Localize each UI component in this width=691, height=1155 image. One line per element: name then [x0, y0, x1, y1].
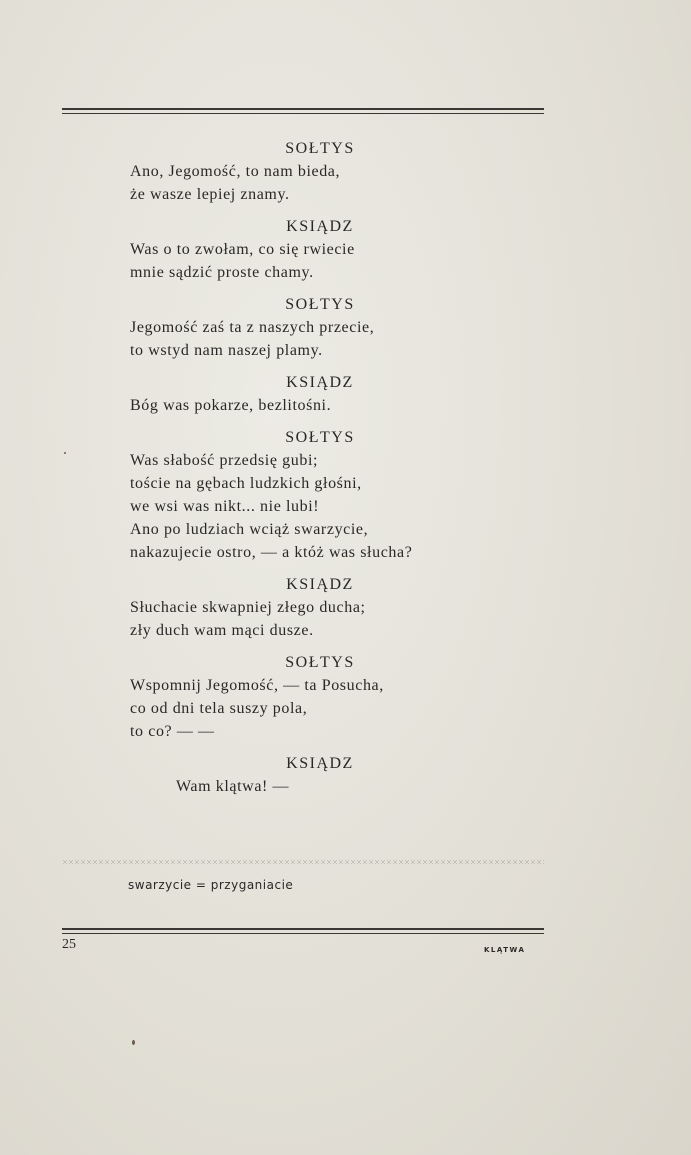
- verse-line: Ano, Jegomość, to nam bieda,: [130, 163, 341, 180]
- speaker-heading: SOŁTYS: [285, 296, 355, 313]
- verse-line: toście na gębach ludzkich głośni,: [130, 475, 362, 492]
- verse-line: to co? — —: [130, 723, 215, 740]
- speaker-heading: SOŁTYS: [285, 140, 355, 157]
- speaker-heading: KSIĄDZ: [286, 576, 354, 593]
- verse-line: zły duch wam mąci dusze.: [130, 622, 314, 639]
- verse-line: nakazujecie ostro, — a któż was słucha?: [130, 544, 413, 561]
- paper-speck: [64, 452, 66, 454]
- speaker-heading: SOŁTYS: [285, 429, 355, 446]
- verse-line: we wsi was nikt... nie lubi!: [130, 498, 320, 515]
- verse-line: Wspomnij Jegomość, — ta Posucha,: [130, 677, 384, 694]
- bottom-rule: [62, 928, 544, 934]
- wavy-divider: [62, 860, 544, 864]
- verse-line: Was słabość przedsię gubi;: [130, 452, 319, 469]
- verse-line: to wstyd nam naszej plamy.: [130, 342, 323, 359]
- footnote: swarzycie = przyganiacie: [128, 878, 294, 892]
- page-number: 25: [62, 937, 76, 952]
- verse-line: Was o to zwołam, co się rwiecie: [130, 241, 355, 258]
- verse-line: co od dni tela suszy pola,: [130, 700, 308, 717]
- top-rule: [62, 108, 544, 114]
- verse-line: że wasze lepiej znamy.: [130, 186, 290, 203]
- paper-speck: [132, 1040, 135, 1045]
- verse-line: Jegomość zaś ta z naszych przecie,: [130, 319, 375, 336]
- dialogue-text: [130, 138, 510, 798]
- verse-line: Wam klątwa! —: [176, 778, 290, 795]
- running-head: KLĄTWA: [484, 946, 526, 954]
- verse-line: Słuchacie skwapniej złego ducha;: [130, 599, 366, 616]
- speaker-heading: KSIĄDZ: [286, 374, 354, 391]
- speaker-heading: KSIĄDZ: [286, 218, 354, 235]
- speaker-heading: SOŁTYS: [285, 654, 355, 671]
- speaker-heading: KSIĄDZ: [286, 755, 354, 772]
- verse-line: Bóg was pokarze, bezlitośni.: [130, 397, 332, 414]
- verse-line: Ano po ludziach wciąż swarzycie,: [130, 521, 369, 538]
- verse-line: mnie sądzić proste chamy.: [130, 264, 314, 281]
